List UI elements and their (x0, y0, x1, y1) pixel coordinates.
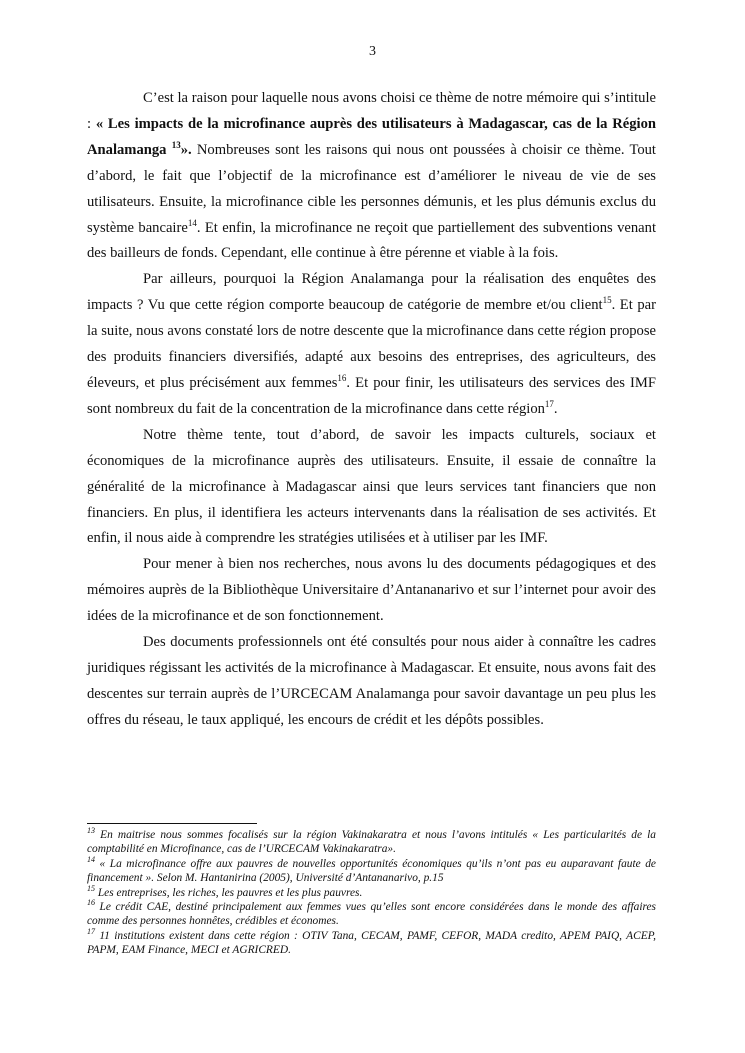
footnote-separator (87, 823, 257, 824)
paragraph-1-intro: C’est la raison pour laquelle nous avons choisi ce thème de notre mémoire qui s’intitule : (87, 90, 656, 132)
page-number: 3 (369, 44, 376, 59)
footnote-17: $^{17}$ 11 institutions existent dans cette région : OTIV Tana, CECAM, PAMF, CEFOR, MADA credito, APEM PAIQ, ACEP, PAPM, EAM Finance, MECI et AGRICRED. (87, 927, 656, 957)
paragraph-1-body: Nombreuses sont les raisons qui nous ont poussées à choisir ce thème. Tout d’abord, le fait que l’objectif de la microfinance est d’améliorer le niveau de vie de ses utilisateurs. Ensuite, la microfinance cible les personnes démunis, et les plus démunis exclus du système bancaire (87, 141, 656, 236)
paragraph-4: Pour mener à bien nos recherches, nous avons lu des documents pédagogiques et des mémoires auprès de la Bibliothèque Universitaire d’Antananarivo et sur l’internet pour avoir des idées de la microfinance et de son fonctionnement. (87, 556, 656, 625)
body-text (87, 86, 656, 734)
footnote-14: $^{14}$ « La microfinance offre aux pauvres de nouvelles opportunités économiques qu’ils n’ont pas eu auparavant faute de financement ». Selon M. Hantanirina (2005), Université d’Antananarivo, p.15 (87, 855, 656, 885)
paragraph-2-part-b: . Et par la suite, nous avons constaté lors de notre descente que la microfinance dans cette région propose des produits financiers diversifiés, adapté aux besoins des entreprises, des agriculteurs, des éleveurs, et plus précisément aux femmes (87, 297, 656, 391)
paragraph-2-part-a: Par ailleurs, pourquoi la Région Analamanga pour la réalisation des enquêtes des impacts ? Vu que cette région comporte beaucoup de catégorie de membre et/ou client (87, 271, 656, 314)
paragraph-1 (87, 86, 656, 267)
paragraph-2-part-c: . Et pour finir, les utilisateurs des services des IMF sont nombreux du fait de la concentration de la microfinance dans cette région (87, 374, 656, 417)
paragraph-2 (87, 267, 656, 422)
paragraph-1-end: . Et enfin, la microfinance ne reçoit que partiellement des subventions venant des bailleurs de fonds. Cependant, elle continue à être pérenne et viable à la fois. (87, 219, 656, 262)
paragraph-5: Des documents professionnels ont été consultés pour nous aider à connaître les cadres juridiques régissant les activités de la microfinance à Madagascar. Et ensuite, nous avons fait des descentes sur terrain auprès de l’URCECAM Analamanga pour savoir davantage un peu plus les offres du réseau, le taux appliqué, les encours de crédit et les dépôts possibles. (87, 634, 656, 728)
paragraph-2-end: . (553, 400, 558, 417)
footnotes (87, 828, 656, 958)
footnote-13: $^{13}$ En maitrise nous sommes focalisés sur la région Vakinakaratra et nous l’avons intitulés « Les particularités de la comptabilité en Microfinance, cas de l’URCECAM Vakinakaratra». (87, 826, 656, 856)
footnote-ref-14: 14 (187, 217, 197, 228)
footnote-ref-15: 15 (602, 295, 612, 306)
footnote-ref-17: 17 (544, 399, 554, 410)
footnote-ref-13: 13 (171, 139, 181, 150)
footnote-16: $^{16}$ Le crédit CAE, destiné principalement aux femmes vues qu’elles sont encore considérées dans le monde des affaires comme des personnes honnêtes, crédibles et économes. (87, 898, 656, 928)
footnote-ref-16: 16 (337, 373, 347, 384)
footnote-15: $^{15}$ Les entreprises, les riches, les pauvres et les plus pauvres. (87, 883, 363, 899)
thesis-title: « Les impacts de la microfinance auprès des utilisateurs à Madagascar, cas de la Région Analamanga $^{13}$». (87, 115, 656, 158)
paragraph-3: Notre thème tente, tout d’abord, de savoir les impacts culturels, sociaux et économiques de la microfinance auprès des utilisateurs. Ensuite, il essaie de connaître la généralité de la microfinance à Madagascar ainsi que leurs services tant financiers que non financiers. En plus, il identifiera les acteurs intervenants dans la réalisation de ses activités. Et enfin, il nous aide à comprendre les stratégies utilisées et à utiliser par les IMF. (87, 426, 656, 547)
